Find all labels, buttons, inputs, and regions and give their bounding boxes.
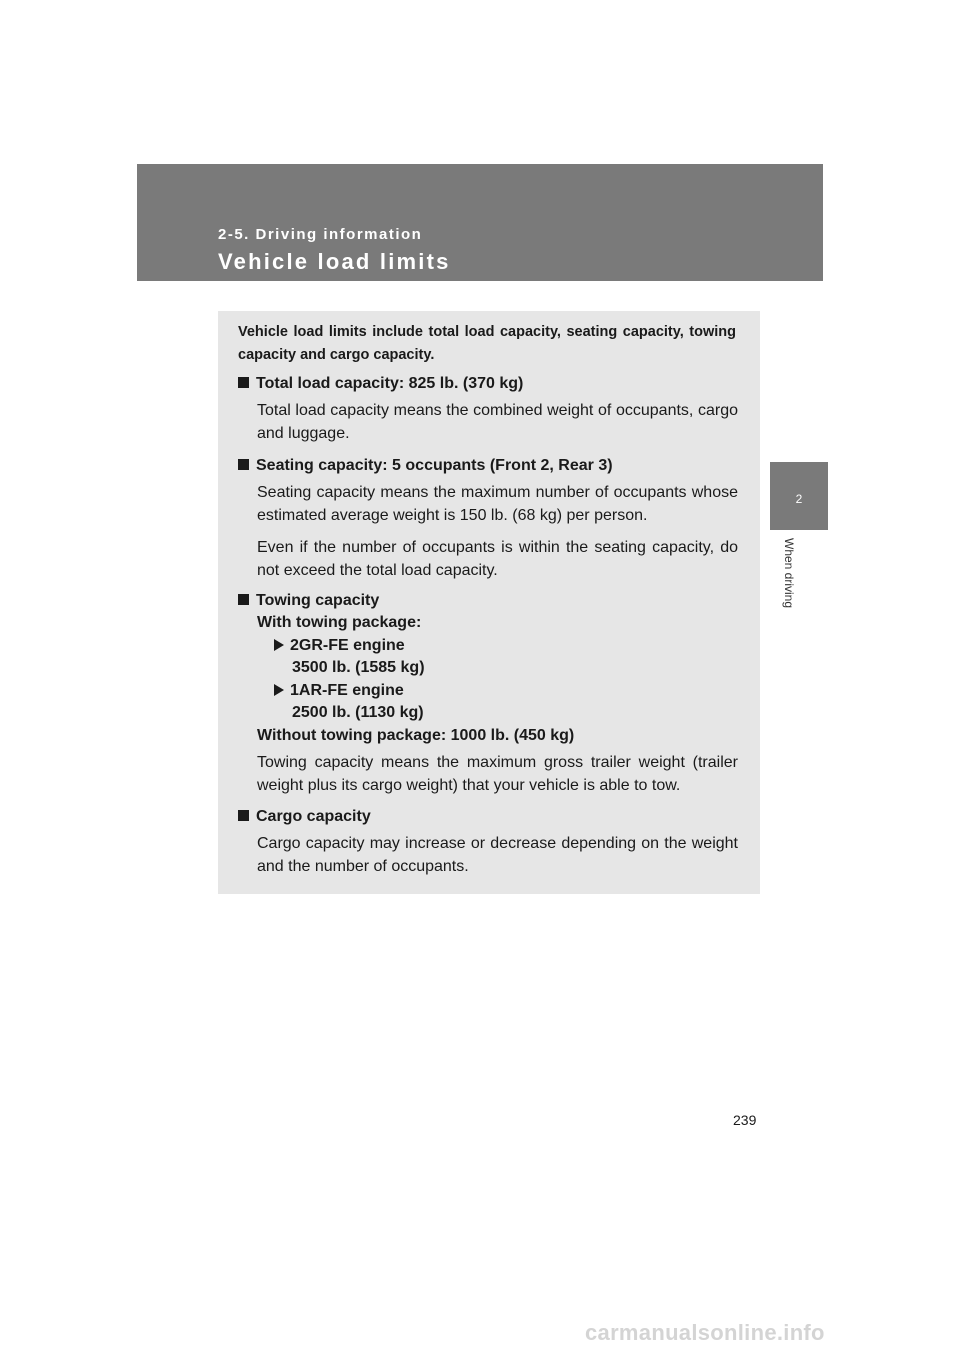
triangle-bullet-icon <box>274 684 284 696</box>
section-body: Seating capacity means the maximum number of occupants whose estimated average weight is 150 lb. (68 kg) per person. <box>257 484 738 524</box>
engine-value: 3500 lb. (1585 kg) <box>292 659 425 676</box>
without-towing-line: Without towing package: 1000 lb. (450 kg) <box>257 726 575 744</box>
section-seating <box>238 454 738 582</box>
section-total-load <box>238 372 738 445</box>
section-body: Even if the number of occupants is within the seating capacity, do not exceed the total load capacity. <box>257 539 738 579</box>
section-heading: Seating capacity: 5 occupants (Front 2, Rear 3) <box>256 457 613 474</box>
section-cargo <box>238 805 738 878</box>
chapter-tab-number: 2 <box>795 492 803 506</box>
triangle-bullet-icon <box>274 639 284 651</box>
section-body: Total load capacity means the combined weight of occupants, cargo and luggage. <box>257 402 738 442</box>
page-title: Vehicle load limits <box>218 249 451 274</box>
square-bullet-icon <box>238 810 249 821</box>
page-number: 239 <box>733 1112 757 1128</box>
engine-name: 1AR-FE engine <box>290 681 404 699</box>
section-heading: Total load capacity: 825 lb. (370 kg) <box>256 375 524 392</box>
engine-item <box>274 680 738 703</box>
square-bullet-icon <box>238 459 249 470</box>
section-heading: Cargo capacity <box>256 808 371 825</box>
section-body: Cargo capacity may increase or decrease depending on the weight and the number of occupants. <box>257 835 738 875</box>
with-towing-label: With towing package: <box>257 614 422 631</box>
section-towing <box>238 589 738 797</box>
engine-item <box>274 635 738 658</box>
square-bullet-icon <box>238 594 249 605</box>
chapter-tab-label: When driving <box>782 538 796 609</box>
engine-value: 2500 lb. (1130 kg) <box>292 704 424 721</box>
section-heading: Towing capacity <box>256 592 380 609</box>
engine-name: 2GR-FE engine <box>290 636 405 654</box>
section-body: Towing capacity means the maximum gross trailer weight (trailer weight plus its cargo weight) that your vehicle is able to tow. <box>257 754 738 794</box>
intro-text: Vehicle load limits include total load capacity, seating capacity, towing capacity and cargo capacity. <box>238 324 736 363</box>
watermark: carmanualsonline.info <box>585 1320 825 1345</box>
section-label: 2-5. Driving information <box>218 226 423 243</box>
chapter-tab <box>770 462 828 530</box>
square-bullet-icon <box>238 377 249 388</box>
